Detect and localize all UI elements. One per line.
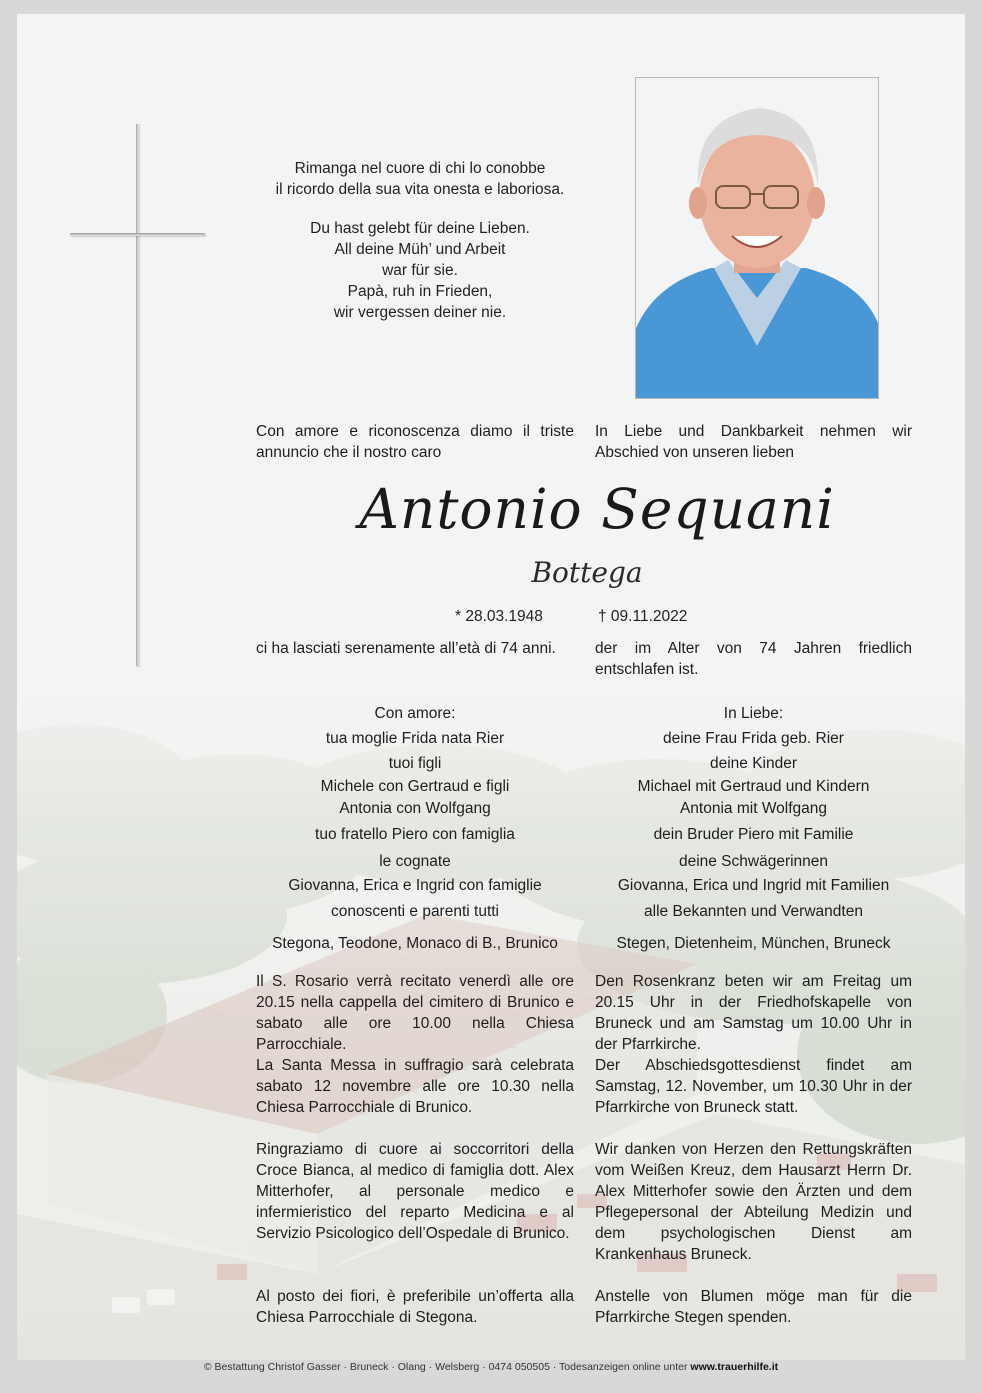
rosary-it: Il S. Rosario verrà recitato venerdì alle ore 20.15 nella cappella del cimitero di Brunico e sabato alle ore 10.00 nella Chiesa Parrocchiale.: [256, 973, 574, 1053]
footer-text: © Bestattung Christof Gasser · Bruneck · Olang · Welsberg · 0474 050505 · Todesanzeigen online unter: [203, 1361, 691, 1373]
mourner-line: alle Bekannten und Verwandten: [644, 903, 863, 920]
mass-it: La Santa Messa in suffragio sarà celebrata sabato 12 novembre alle ore 10.30 nella Chiesa Parrocchiale di Brunico.: [256, 1057, 574, 1116]
mourner-line: Giovanna, Erica und Ingrid mit Familien: [617, 877, 890, 894]
mourner-line: conoscenti e parenti tutti: [330, 903, 500, 920]
passing-it: ci ha lasciati serenamente all’età di 74 anni.: [256, 640, 556, 657]
cross-vertical-bar: [136, 124, 139, 666]
mourner-line: deine Kinder: [709, 755, 798, 772]
obituary-sheet: [17, 14, 965, 1360]
thanks-it: Ringraziamo di cuore ai soccorritori della Croce Bianca, al medico di famiglia dott. Alex Mitterhofer, al personale medico e infermieristico del reparto Medicina e al Servizio Psicologico dell’Ospedale di Brunico.: [256, 1141, 574, 1242]
mourner-line: Stegen, Dietenheim, München, Bruneck: [616, 935, 891, 952]
deceased-nickname: Bottega: [531, 556, 643, 589]
mourner-line: In Liebe:: [723, 705, 784, 722]
mass-de: Der Abschiedsgottesdienst findet am Samstag, 12. November, um 10.30 Uhr in der Pfarrkirche von Bruneck statt.: [595, 1057, 912, 1116]
announcement-it: Con amore e riconoscenza diamo il triste annuncio che il nostro caro: [256, 423, 574, 461]
announcement-de: In Liebe und Dankbarkeit nehmen wir Abschied von unseren lieben: [595, 423, 912, 461]
mourners-de: [595, 701, 912, 961]
mourner-line: Giovanna, Erica e Ingrid con famiglie: [288, 877, 542, 894]
mourner-line: Antonia mit Wolfgang: [679, 800, 828, 817]
mourner-line: Michele con Gertraud e figli: [320, 778, 510, 795]
thanks-de: Wir danken von Herzen den Rettungskräften vom Weißen Kreuz, dem Hausarzt Herrn Dr. Alex Mitterhofer sowie den Ärzten und dem Pflegepersonal der Abteilung Medizin und dem psychologischen Dienst am Krankenhaus Bruneck.: [595, 1141, 912, 1263]
quote-italian: [275, 158, 565, 200]
mourner-line: Antonia con Wolfgang: [339, 800, 491, 817]
mourner-line: Michael mit Gertraud und Kindern: [637, 778, 870, 795]
content: [17, 14, 965, 1360]
mourners-it: [256, 701, 574, 961]
mourner-line: dein Bruder Piero mit Familie: [653, 826, 854, 843]
quote-line: il ricordo della sua vita onesta e laboriosa.: [275, 181, 565, 198]
flowers-it: Al posto dei fiori, è preferibile un’offerta alla Chiesa Parrocchiale di Stegona.: [256, 1288, 574, 1326]
quote-line: Du hast gelebt für deine Lieben.: [310, 220, 530, 237]
quote-line: wir vergessen deiner nie.: [333, 304, 507, 321]
cross-horizontal-bar: [70, 233, 205, 236]
mourner-line: le cognate: [379, 853, 451, 870]
portrait-illustration: [636, 78, 878, 398]
flowers-de: Anstelle von Blumen möge man für die Pfarrkirche Stegen spenden.: [595, 1288, 912, 1326]
footer: [0, 1361, 982, 1373]
quote-line: Papà, ruh in Frieden,: [347, 283, 493, 300]
footer-link[interactable]: www.trauerhilfe.it: [690, 1361, 779, 1373]
mourner-line: Con amore:: [374, 705, 456, 722]
quote-line: Rimanga nel cuore di chi lo conobbe: [294, 160, 546, 177]
death-date: † 09.11.2022: [598, 608, 688, 625]
passing-de: der im Alter von 74 Jahren friedlich entschlafen ist.: [595, 640, 912, 678]
quote-line: war für sie.: [382, 262, 458, 279]
mourner-line: Stegona, Teodone, Monaco di B., Brunico: [272, 935, 558, 952]
deceased-name: Antonio Sequani: [359, 477, 835, 541]
quote-line: All deine Müh’ und Arbeit: [334, 241, 506, 258]
mourner-line: tua moglie Frida nata Rier: [325, 730, 505, 747]
mourner-line: deine Schwägerinnen: [678, 853, 829, 870]
portrait-photo: [635, 77, 879, 399]
quote-german: [275, 218, 565, 323]
rosary-de: Den Rosenkranz beten wir am Freitag um 20.15 Uhr in der Friedhofskapelle von Bruneck und am Samstag um 10.00 Uhr in der Pfarrkirche.: [595, 973, 912, 1053]
birth-date: * 28.03.1948: [455, 608, 543, 625]
mourner-line: tuoi figli: [388, 755, 442, 772]
mourner-line: tuo fratello Piero con famiglia: [315, 826, 515, 843]
mourner-line: deine Frau Frida geb. Rier: [663, 730, 844, 747]
